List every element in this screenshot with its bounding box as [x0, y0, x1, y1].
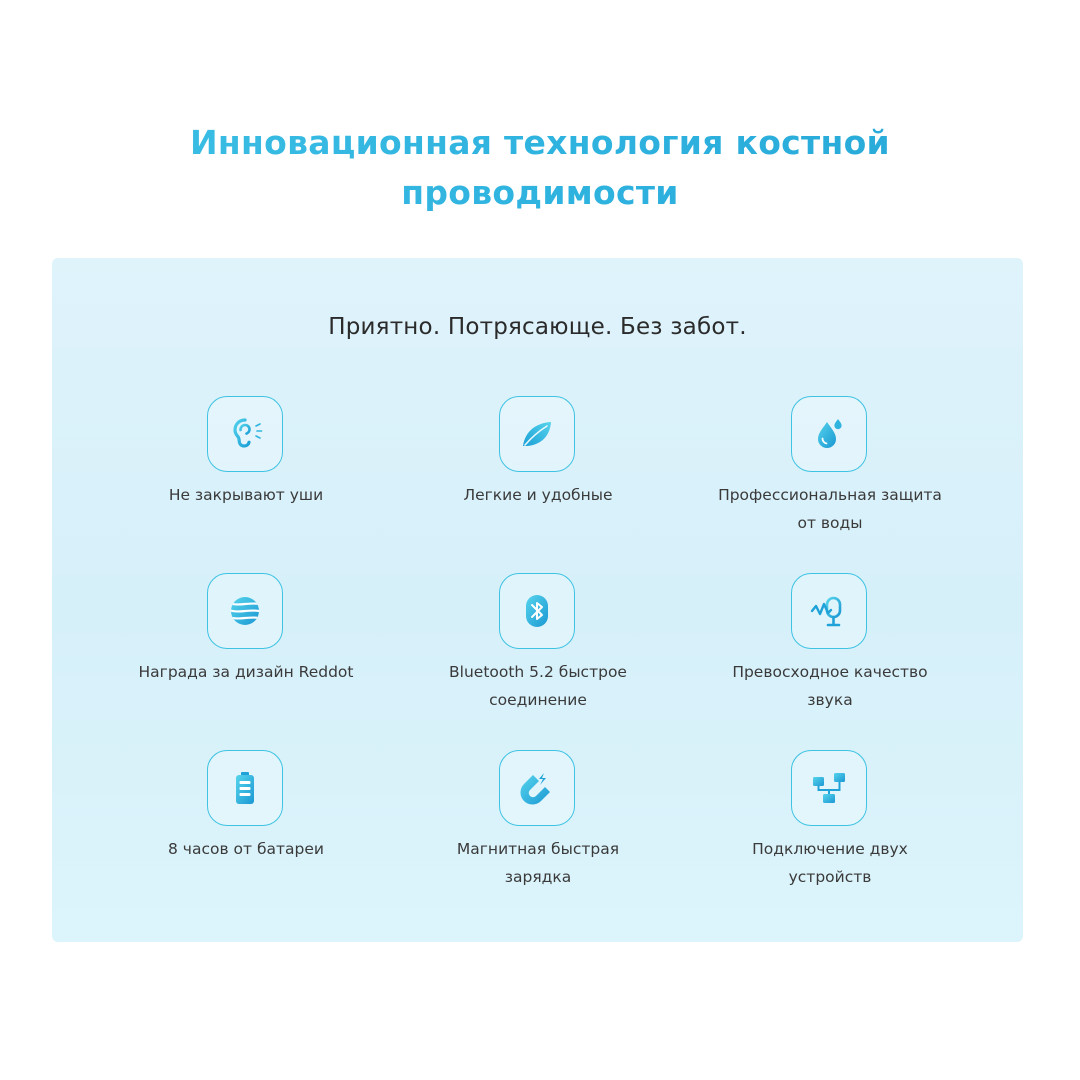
feature-label: Превосходное качество звука: [732, 663, 928, 709]
feature-label: Профессиональная защита от воды: [718, 486, 942, 532]
bluetooth-icon: [499, 573, 575, 649]
feature-label: Магнитная быстрая зарядка: [456, 840, 620, 886]
headline-text: Инновационная технология костной проводимости: [190, 123, 890, 212]
panel-subtitle: Приятно. Потрясающе. Без забот.: [328, 314, 747, 340]
ear-icon: [207, 396, 283, 472]
feature-label: Подключение двух устройств: [752, 840, 908, 886]
microphone-soundwave-icon: [791, 573, 867, 649]
feature-label: Не закрывают уши: [168, 486, 324, 504]
water-drop-icon: [791, 396, 867, 472]
feature-label: Легкие и удобные: [463, 486, 613, 504]
multipoint-connection-icon: [791, 750, 867, 826]
feature-label: Bluetooth 5.2 быстрое соединение: [449, 663, 627, 709]
page-headline: [0, 118, 1080, 218]
features-panel: [52, 258, 1023, 942]
feature-label: Награда за дизайн Reddot: [138, 663, 354, 681]
battery-icon: [207, 750, 283, 826]
magnet-charge-icon: [499, 750, 575, 826]
leaf-icon: [499, 396, 575, 472]
award-globe-icon: [207, 573, 283, 649]
feature-label: 8 часов от батареи: [168, 840, 324, 858]
